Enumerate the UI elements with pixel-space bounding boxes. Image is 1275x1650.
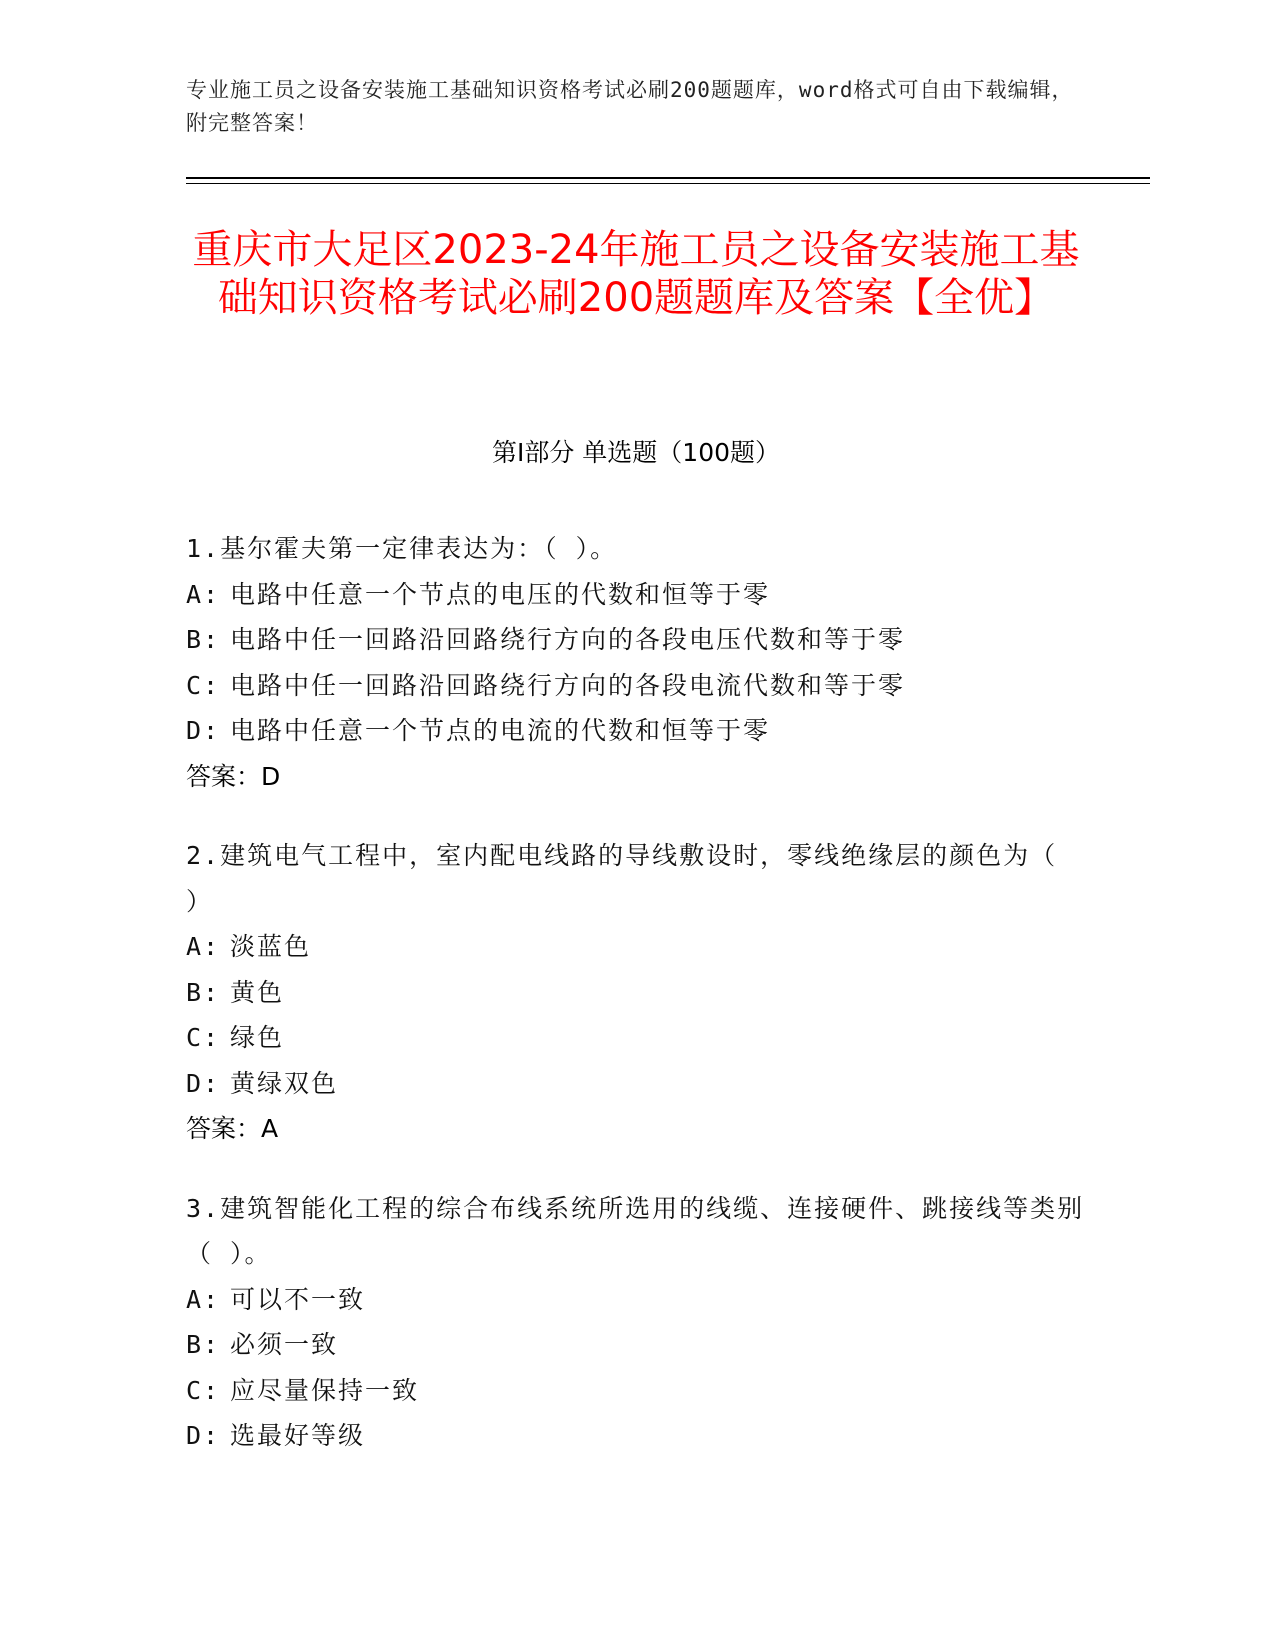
option-text: 应尽量保持一致 <box>230 1375 420 1405</box>
option-letter: B: <box>186 625 221 654</box>
option-letter: C: <box>186 670 221 700</box>
question-1 <box>186 526 1086 799</box>
option-letter: A: <box>186 932 221 961</box>
option-letter: C: <box>186 1375 221 1405</box>
option-b <box>186 617 1086 663</box>
option-text: 电路中任意一个节点的电压的代数和恒等于零 <box>230 579 771 609</box>
option-c <box>186 1015 1086 1061</box>
document-title: 重庆市大足区2023-24年施工员之设备安装施工基础知识资格考试必刷200题题库及答案【全优】 <box>192 227 1080 321</box>
question-3 <box>186 1186 1086 1459</box>
option-b <box>186 1322 1086 1368</box>
option-letter: D: <box>186 1421 221 1450</box>
option-letter: D: <box>186 1068 221 1098</box>
option-c <box>186 663 1086 709</box>
option-letter: B: <box>186 977 221 1007</box>
question-stem: 1.基尔霍夫第一定律表达为：（ ）。 <box>186 534 618 563</box>
option-a <box>186 572 1086 618</box>
option-text: 电路中任一回路沿回路绕行方向的各段电流代数和等于零 <box>230 670 906 700</box>
question-stem: 2.建筑电气工程中，室内配电线路的导线敷设时，零线绝缘层的颜色为（ ） <box>186 841 1058 916</box>
option-letter: C: <box>186 1023 221 1052</box>
option-letter: A: <box>186 1284 221 1314</box>
option-d <box>186 1061 1086 1107</box>
option-text: 电路中任一回路沿回路绕行方向的各段电压代数和等于零 <box>230 625 906 654</box>
option-text: 淡蓝色 <box>230 932 312 961</box>
option-text: 可以不一致 <box>230 1284 366 1314</box>
answer-line: 答案：D <box>186 761 281 791</box>
section-heading: 第Ⅰ部分 单选题（100题） <box>491 438 781 467</box>
answer-line: 答案：A <box>186 1114 279 1143</box>
question-2 <box>186 833 1086 1152</box>
option-c <box>186 1368 1086 1414</box>
option-text: 必须一致 <box>230 1330 339 1359</box>
header-rule-thin <box>186 183 1150 184</box>
header-rule-thick <box>186 177 1150 179</box>
option-letter: D: <box>186 716 221 745</box>
option-a <box>186 924 1086 970</box>
option-text: 绿色 <box>230 1023 285 1052</box>
question-stem: 3.建筑智能化工程的综合布线系统所选用的线缆、连接硬件、跳接线等类别（ ）。 <box>186 1193 1085 1268</box>
option-a <box>186 1277 1086 1323</box>
option-letter: A: <box>186 579 221 609</box>
option-text: 选最好等级 <box>230 1421 366 1450</box>
question-list <box>186 526 1086 1493</box>
header-note: 专业施工员之设备安装施工基础知识资格考试必刷200题题库，word格式可自由下载编辑，附完整答案！ <box>186 78 1074 135</box>
option-d <box>186 708 1086 754</box>
option-text: 黄色 <box>230 977 285 1007</box>
option-text: 电路中任意一个节点的电流的代数和恒等于零 <box>230 716 771 745</box>
option-b <box>186 970 1086 1016</box>
option-text: 黄绿双色 <box>230 1068 339 1098</box>
option-d <box>186 1413 1086 1459</box>
option-letter: B: <box>186 1330 221 1359</box>
